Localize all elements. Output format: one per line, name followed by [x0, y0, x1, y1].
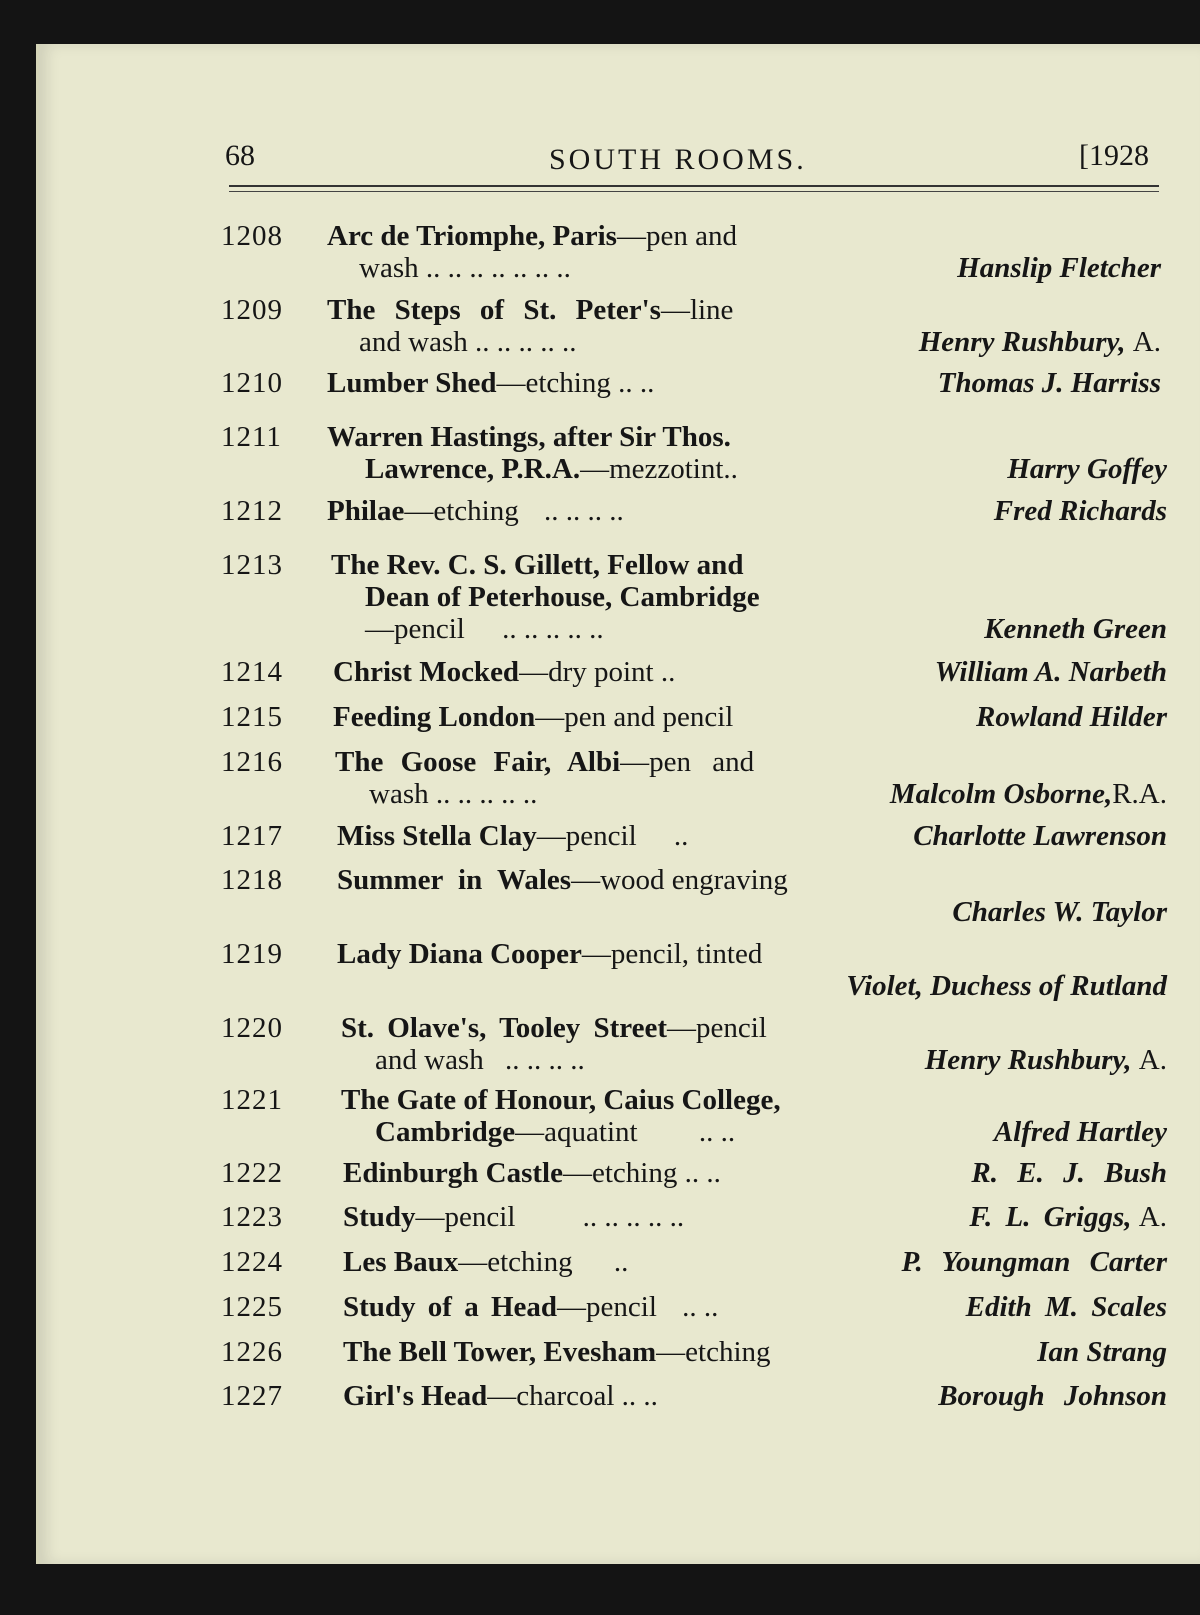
entry-continuation	[365, 581, 760, 614]
entry-title: Summer in Wales	[337, 864, 572, 896]
entry-medium: —pen and	[616, 220, 737, 252]
artist-name	[994, 1116, 1167, 1149]
page-number: 68	[225, 139, 255, 172]
entry-medium: —etching	[656, 1336, 771, 1368]
entry-medium: —charcoal	[487, 1380, 615, 1412]
leader-dots: ..	[660, 656, 676, 688]
entry-medium: —pencil, tinted	[581, 938, 763, 970]
entry-medium: —etching	[458, 1246, 573, 1278]
entry-medium-cont: wash	[359, 252, 419, 284]
entry-title-line	[337, 938, 762, 971]
entry-title-line	[337, 820, 688, 853]
artist-text: Hanslip Fletcher	[957, 252, 1161, 284]
leader-dots: ..	[673, 820, 689, 852]
entry-title-cont: Cambridge	[375, 1116, 516, 1148]
entry-title-line	[343, 1246, 628, 1279]
artist-text: Malcolm Osborne,	[889, 778, 1113, 810]
entry-title-line	[331, 549, 743, 582]
leader-dots: .. .. .. .. ..	[502, 613, 604, 645]
leader-dots: .. ..	[621, 1380, 658, 1412]
entry-title: Lady Diana Cooper	[337, 938, 582, 970]
entry-medium: —pen and pencil	[535, 701, 734, 733]
entry-continuation	[365, 453, 738, 486]
entry-number: 1227	[221, 1380, 283, 1412]
entry-medium: —pencil	[365, 613, 465, 645]
artist-text: P. Youngman Carter	[901, 1246, 1167, 1278]
leader-dots: .. .. .. .. ..	[474, 326, 577, 358]
entry-title: Philae	[327, 495, 405, 527]
entry-title: Miss Stella Clay	[337, 820, 537, 852]
artist-text: Harry Goffey	[1007, 453, 1167, 485]
honour-suffix: A.	[1138, 1201, 1167, 1233]
artist-text: Ian Strang	[1037, 1336, 1167, 1368]
entry-medium: —dry point	[519, 656, 654, 688]
entry-number: 1208	[221, 220, 283, 252]
artist-text: Thomas J. Harriss	[937, 367, 1161, 399]
leader-dots: .. ..	[684, 1157, 721, 1189]
artist-text: Fred Richards	[993, 495, 1167, 527]
leader-dots: .. .. .. ..	[504, 1044, 585, 1076]
header-rule-2	[229, 191, 1159, 192]
entry-number: 1209	[221, 294, 283, 326]
leader-dots: .. ..	[698, 1116, 736, 1148]
artist-name	[938, 367, 1161, 400]
artist-text: Kenneth Green	[984, 613, 1167, 645]
entry-title: Christ Mocked	[333, 656, 520, 688]
leader-dots: .. .. .. ..	[543, 495, 624, 527]
artist-name	[919, 326, 1161, 359]
entry-continuation	[369, 778, 537, 811]
artist-name	[952, 896, 1167, 929]
entry-medium: —pencil	[666, 1012, 767, 1044]
entry-title: The Rev. C. S. Gillett, Fellow and	[331, 549, 744, 581]
entry-number: 1210	[221, 367, 283, 399]
entry-medium: —wood engraving	[571, 864, 788, 896]
entry-title: Arc de Triomphe, Paris	[327, 220, 617, 252]
artist-name	[976, 701, 1167, 734]
artist-text: Charlotte Lawrenson	[913, 820, 1167, 852]
entry-number: 1225	[221, 1291, 283, 1323]
artist-text: Henry Rushbury,	[918, 326, 1126, 358]
entry-number: 1219	[221, 938, 283, 970]
entry-title-line	[343, 1157, 721, 1190]
entry-continuation	[359, 326, 576, 359]
entry-number: 1212	[221, 495, 283, 527]
entry-title: Girl's Head	[343, 1380, 488, 1412]
entry-continuation	[359, 252, 571, 285]
artist-text: Alfred Hartley	[993, 1116, 1167, 1148]
entry-number: 1224	[221, 1246, 283, 1278]
header-rule	[229, 185, 1159, 187]
entry-number: 1216	[221, 746, 283, 778]
entry-title: St. Olave's, Tooley Street	[341, 1012, 667, 1044]
entry-title-line	[343, 1201, 684, 1234]
leader-dots: .. .. .. .. .. .. ..	[425, 252, 571, 284]
entry-medium: —pen and	[620, 746, 755, 778]
artist-name	[902, 1246, 1168, 1279]
artist-name	[938, 1380, 1167, 1413]
entry-title-line	[333, 656, 675, 689]
entry-medium: —line	[660, 294, 734, 326]
entry-medium: —etching	[562, 1157, 678, 1189]
entry-continuation	[375, 1116, 735, 1149]
entry-title-line	[327, 220, 737, 253]
entry-title: The Gate of Honour, Caius College,	[341, 1084, 781, 1116]
entry-title: Feeding London	[333, 701, 536, 733]
artist-name	[969, 1201, 1167, 1234]
artist-text: F. L. Griggs,	[969, 1201, 1132, 1233]
entry-title-line	[327, 367, 654, 400]
entry-number: 1218	[221, 864, 283, 896]
entry-title: The Goose Fair, Albi	[335, 746, 621, 778]
entry-medium: —pencil	[557, 1291, 657, 1323]
entry-number: 1217	[221, 820, 283, 852]
artist-text: R. E. J. Bush	[971, 1157, 1167, 1189]
entry-medium: —etching	[496, 367, 611, 399]
entry-continuation-2	[365, 613, 604, 646]
artist-name	[846, 970, 1167, 1003]
entry-title-line	[333, 701, 733, 734]
entry-number: 1222	[221, 1157, 283, 1189]
entry-title-line	[343, 1380, 658, 1413]
artist-text: Charles W. Taylor	[952, 896, 1167, 928]
leader-dots: .. .. .. .. ..	[435, 778, 538, 810]
entry-title-line	[327, 421, 731, 454]
entry-medium: —etching	[404, 495, 519, 527]
artist-name	[994, 495, 1167, 528]
artist-name	[984, 613, 1167, 646]
leader-dots: ..	[613, 1246, 629, 1278]
entry-title: The Bell Tower, Evesham	[343, 1336, 657, 1368]
entry-title-cont: Lawrence, P.R.A.	[365, 453, 581, 485]
artist-name	[966, 1291, 1167, 1324]
artist-name	[1007, 453, 1167, 486]
entry-title-line	[341, 1012, 767, 1045]
entry-title-line	[343, 1291, 718, 1324]
leader-dots: .. .. .. .. ..	[582, 1201, 685, 1233]
entry-medium: —aquatint	[515, 1116, 638, 1148]
entry-title-line	[335, 746, 754, 779]
entry-title: Lumber Shed	[327, 367, 497, 399]
honour-suffix: R.A.	[1112, 778, 1167, 810]
artist-name	[957, 252, 1161, 285]
entry-medium: —pencil	[415, 1201, 516, 1233]
entry-number: 1220	[221, 1012, 283, 1044]
entry-title-line	[337, 864, 788, 897]
artist-name	[925, 1044, 1167, 1077]
artist-text: Henry Rushbury,	[924, 1044, 1132, 1076]
leader-dots: .. ..	[618, 367, 655, 399]
entry-title-line	[327, 495, 624, 528]
artist-text: Edith M. Scales	[965, 1291, 1167, 1323]
entry-number: 1226	[221, 1336, 283, 1368]
artist-name	[1037, 1336, 1167, 1369]
leader-dots: ..	[723, 453, 738, 485]
entry-title-line	[327, 294, 733, 327]
entry-number: 1211	[221, 421, 282, 453]
entry-title: Study	[343, 1201, 416, 1233]
running-header	[39, 139, 1200, 189]
entry-number: 1214	[221, 656, 283, 688]
entry-medium: —pencil	[536, 820, 637, 852]
artist-name	[890, 778, 1167, 811]
entry-number: 1223	[221, 1201, 283, 1233]
entry-number: 1221	[221, 1084, 283, 1116]
entry-number: 1213	[221, 549, 283, 581]
section-title: SOUTH ROOMS.	[549, 143, 807, 176]
entry-title-cont: Dean of Peterhouse, Cambridge	[365, 581, 760, 613]
artist-name	[971, 1157, 1167, 1190]
entry-medium-cont: wash	[369, 778, 429, 810]
artist-name	[935, 656, 1167, 689]
artist-text: Borough Johnson	[938, 1380, 1167, 1412]
honour-suffix: A.	[1138, 1044, 1167, 1076]
entry-title: Warren Hastings, after Sir Thos.	[327, 421, 731, 453]
catalogue-page	[36, 44, 1200, 1564]
entry-title: Les Baux	[343, 1246, 459, 1278]
entry-title-line	[341, 1084, 781, 1117]
entry-title-line	[343, 1336, 771, 1369]
artist-text: William A. Narbeth	[934, 656, 1167, 688]
artist-text: Rowland Hilder	[976, 701, 1167, 733]
entry-medium: —mezzotint	[580, 453, 724, 485]
entry-continuation	[375, 1044, 585, 1077]
entry-medium-cont: and wash	[375, 1044, 484, 1076]
leader-dots: .. ..	[682, 1291, 719, 1323]
artist-name	[913, 820, 1167, 853]
honour-suffix: A.	[1132, 326, 1161, 358]
entry-number: 1215	[221, 701, 283, 733]
entry-title: The Steps of St. Peter's	[327, 294, 661, 326]
entry-medium-cont: and wash	[359, 326, 468, 358]
entry-title: Study of a Head	[343, 1291, 558, 1323]
artist-text: Violet, Duchess of Rutland	[846, 970, 1167, 1002]
entry-title: Edinburgh Castle	[343, 1157, 563, 1189]
year-label: [1928	[1079, 139, 1149, 172]
